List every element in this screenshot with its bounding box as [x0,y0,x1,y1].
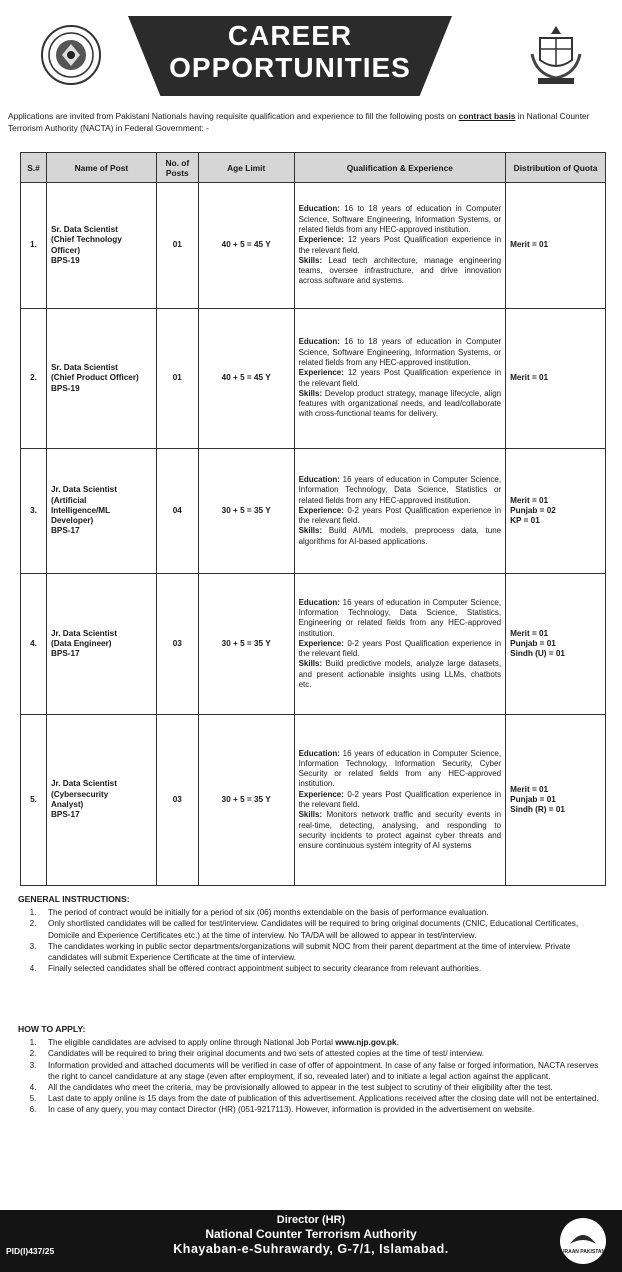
skills-text: Monitors network traffic and security events in real-time, detecting, analysing, and responding to security incidents to protect against cyber threats and ensure continuous system integrity of AI systems [298,810,502,851]
item-text: The period of contract would be initially for a period of six (06) months extendable on the basis of performance evaluation. [48,908,489,918]
list-item [18,1104,608,1115]
footer-organization: National Counter Terrorism Authority [205,1227,417,1241]
post-name [46,309,156,449]
number-of-posts: 03 [156,715,198,886]
item-text: Only shortlisted candidates will be called for test/interview. Candidates will be required to bring original documents (CNIC, Educational Certificates, Domicile and Experience Certificates etc.) at the time of interview. No TA/DA will be allowed to appear in test/interview. [48,919,579,940]
post-name-line: BPS-19 [50,383,80,393]
list-item [18,1037,608,1048]
quota-line: Merit = 01 [510,628,549,638]
education-label: Education: [298,474,340,484]
post-name-line: Officer) [50,245,81,255]
item-number: 3. [29,941,37,951]
experience-text: 12 years Post Qualification experience in the relevant field. [298,368,502,388]
number-of-posts: 01 [156,183,198,309]
serial-number: 4. [21,574,47,715]
qualification-experience [294,715,506,886]
skills-label: Skills: [298,388,323,398]
quota-line: Sindh (U) = 01 [510,649,565,659]
experience-label: Experience: [298,235,344,245]
general-instructions [18,894,608,974]
table-row [21,309,606,449]
serial-number: 2. [21,309,47,449]
list-item [18,1082,608,1093]
skills-requirement [299,526,502,547]
quota-line: Merit = 01 [510,373,549,383]
post-name-line: BPS-17 [50,526,80,536]
experience-label: Experience: [298,638,344,648]
age-limit: 30 + 5 = 35 Y [198,574,294,715]
quota-line: KP = 01 [510,516,540,526]
experience-label: Experience: [298,505,344,515]
education-text: 16 to 18 years of education in Computer Science, Software Engineering, Information Systems, or related fields from any HEC-approved institution. [298,204,502,234]
qualification-experience [294,574,506,715]
education-label: Education: [298,748,340,758]
education-requirement [299,337,502,368]
pakistan-state-emblem-icon [528,24,584,86]
title-line-2: OPPORTUNITIES [169,52,411,83]
post-name-line: (Cybersecurity [50,789,109,799]
general-instructions-title: GENERAL INSTRUCTIONS: [18,894,130,904]
experience-requirement [299,639,502,660]
header [0,0,622,108]
column-header: Qualification & Experience [294,153,506,183]
education-requirement [299,749,502,790]
education-requirement [299,475,502,506]
skills-text: Build predictive models, analyze large datasets, and present actionable insights using LLMs, chatbots etc. [298,659,502,690]
education-text: 16 to 18 years of education in Computer Science, Software Engineering, Information Systems, or related fields from any HEC-approved institution. [298,337,502,367]
experience-requirement [299,235,502,256]
education-label: Education: [298,597,340,607]
post-name-line: Jr. Data Scientist [50,485,117,495]
experience-label: Experience: [298,789,344,799]
skills-label: Skills: [298,659,323,669]
how-to-apply [18,1024,608,1116]
quota-distribution [506,183,606,309]
post-name [46,715,156,886]
footer-designation: Director (HR) [276,1214,346,1226]
item-number: 1. [29,908,37,918]
item-number: 5. [29,1094,37,1104]
title-line-1: CAREER [227,20,353,51]
list-item [18,1093,608,1104]
skills-requirement [299,659,502,690]
item-text: In case of any query, you may contact Director (HR) (051-9217113). However, information is provided in the advertisement on website. [48,1105,535,1115]
list-item [18,941,608,963]
table-row [21,574,606,715]
post-name-line: (Chief Product Officer) [50,373,139,383]
footer [0,1210,622,1272]
post-name-line: Intelligence/ML [50,505,111,515]
nacta-emblem-icon [40,24,102,86]
post-name [46,449,156,574]
quota-line: Merit = 01 [510,495,549,505]
education-text: 16 years of education in Computer Science, Information Technology, Information Security, Cyber Security or related fields from any HEC-approved institution. [298,748,502,789]
item-number: 2. [29,919,37,929]
experience-requirement [299,368,502,389]
column-header: Name of Post [46,153,156,183]
pid-number: PID(I)437/25 [6,1246,55,1256]
quota-line: Merit = 01 [510,240,549,250]
experience-requirement [299,506,502,527]
experience-text: 0-2 years Post Qualification experience in the relevant field. [298,505,502,526]
skills-text: Lead tech architecture, manage engineering teams, oversee infrastructure, and drive innovation across software and systems. [298,255,502,286]
quota-line: Sindh (R) = 01 [510,805,565,815]
list-item [18,963,608,974]
list-item [18,918,608,940]
posts-table [20,152,606,886]
intro-text-end: in National Counter Terrorism Authority (NACTA) in Federal Government: - [8,111,590,133]
age-limit: 40 + 5 = 45 Y [198,309,294,449]
item-number: 4. [29,964,37,974]
item-text: Finally selected candidates shall be offered contract appointment subject to security clearance from relevant authorities. [48,964,482,974]
experience-text: 0-2 years Post Qualification experience in the relevant field. [298,638,502,659]
post-name-line: (Artificial [50,495,87,505]
intro-text: Applications are invited from Pakistani Nationals having requisite qualification and experience to fill the following posts on [8,111,459,121]
serial-number: 1. [21,183,47,309]
page-title [128,20,452,84]
age-limit: 30 + 5 = 35 Y [198,449,294,574]
quota-distribution [506,309,606,449]
age-limit: 30 + 5 = 35 Y [198,715,294,886]
item-text: Last date to apply online is 15 days from the date of publication of this advertisement. Applications received after the closing date will not be entertained. [48,1094,599,1104]
quota-line: Punjab = 02 [510,505,556,515]
njp-link[interactable]: www.njp.gov.pk [335,1038,397,1048]
column-header: No. of Posts [156,153,198,183]
column-header: Age Limit [198,153,294,183]
item-number: 3. [29,1060,37,1070]
experience-text: 12 years Post Qualification experience in the relevant field. [298,235,502,255]
post-name-line: Developer) [50,516,94,526]
education-text: 16 years of education in Computer Science, Information Technology, Data Science, Statistics or related fields from any HEC-approved institution. [298,474,502,505]
how-to-apply-list [18,1037,608,1115]
post-name-line: BPS-19 [50,255,80,265]
post-name-line: BPS-17 [50,649,80,659]
number-of-posts: 03 [156,574,198,715]
education-label: Education: [298,337,340,347]
general-instructions-list [18,907,608,974]
quota-distribution [506,715,606,886]
item-number: 1. [29,1038,37,1048]
experience-requirement [299,790,502,811]
post-name-line: Sr. Data Scientist [50,224,118,234]
post-name [46,574,156,715]
table-row [21,183,606,309]
experience-text: 0-2 years Post Qualification experience in the relevant field. [298,789,502,809]
column-header: S.# [21,153,47,183]
serial-number: 5. [21,715,47,886]
uraan-pakistan-logo-icon [560,1218,606,1264]
list-item [18,1060,608,1082]
quota-line: Merit = 01 [510,784,549,794]
intro-emphasis: contract basis [458,111,516,121]
item-number: 4. [29,1083,37,1093]
education-requirement [299,204,502,235]
qualification-experience [294,449,506,574]
qualification-experience [294,183,506,309]
footer-address: Khayaban-e-Suhrawardy, G-7/1, Islamabad. [173,1242,449,1256]
post-name-line: Sr. Data Scientist [50,363,118,373]
post-name [46,183,156,309]
item-text [48,1037,608,1048]
education-requirement [299,598,502,639]
quota-line: Punjab = 01 [510,638,556,648]
experience-label: Experience: [298,368,344,378]
education-text: 16 years of education in Computer Science, Information Technology, Data Science, Statistics, Engineering or related fields from any HEC-approved institution. [298,597,502,638]
item-number: 6. [29,1105,37,1115]
list-item [18,907,608,918]
serial-number: 3. [21,449,47,574]
quota-distribution [506,574,606,715]
skills-requirement [299,256,502,287]
education-label: Education: [298,204,340,214]
table-header-row [21,153,606,183]
quota-line: Punjab = 01 [510,794,556,804]
number-of-posts: 04 [156,449,198,574]
item-text-end: . [396,1038,399,1048]
post-name-line: BPS-17 [50,810,80,820]
age-limit: 40 + 5 = 45 Y [198,183,294,309]
skills-text: Build AI/ML models, preprocess data, tune algorithms for AI-based applications. [298,526,502,546]
table-row [21,449,606,574]
skills-label: Skills: [298,810,323,820]
skills-label: Skills: [298,526,323,536]
column-header: Distribution of Quota [506,153,606,183]
skills-requirement [299,810,502,851]
skills-text: Develop product strategy, manage lifecycle, align features with organizational needs, and lead/collaborate with cross-functional teams for delivery. [298,388,502,419]
item-text: The candidates working in public sector departments/organizations will submit NOC from their parent department at the time of interview. Private candidates will submit Experience Certificate at the time of interview. [48,941,571,963]
post-name-line: Analyst) [50,800,84,809]
post-name-line: (Data Engineer) [50,638,112,648]
how-to-apply-title: HOW TO APPLY: [18,1024,86,1034]
post-name-line: Jr. Data Scientist [50,628,117,638]
skills-requirement [299,389,502,420]
quota-distribution [506,449,606,574]
item-text-start: The eligible candidates are advised to apply online through National Job Portal [48,1038,336,1048]
qualification-experience [294,309,506,449]
item-text: Candidates will be required to bring their original documents and two sets of attested copies at the time of test/ interview. [48,1049,484,1059]
skills-label: Skills: [298,255,323,265]
table-row [21,715,606,886]
badge-label: URAAN PAKISTAN [560,1249,606,1255]
intro-paragraph [8,110,608,134]
item-text: All the candidates who meet the criteria, may be provisionally allowed to appear in the test subject to scrutiny of their eligibility after the test. [48,1083,553,1093]
item-number: 2. [29,1049,37,1059]
post-name-line: Jr. Data Scientist [50,779,117,789]
post-name-line: (Chief Technology [50,235,122,245]
list-item [18,1048,608,1059]
number-of-posts: 01 [156,309,198,449]
item-text: Information provided and attached documents will be verified in case of offer of appointment. In case of any false or forged information, NACTA reserves the right to cancel candidature at any stage (even after employment, if so, revealed later) and to initiate a legal action against the applicant. [48,1060,599,1081]
